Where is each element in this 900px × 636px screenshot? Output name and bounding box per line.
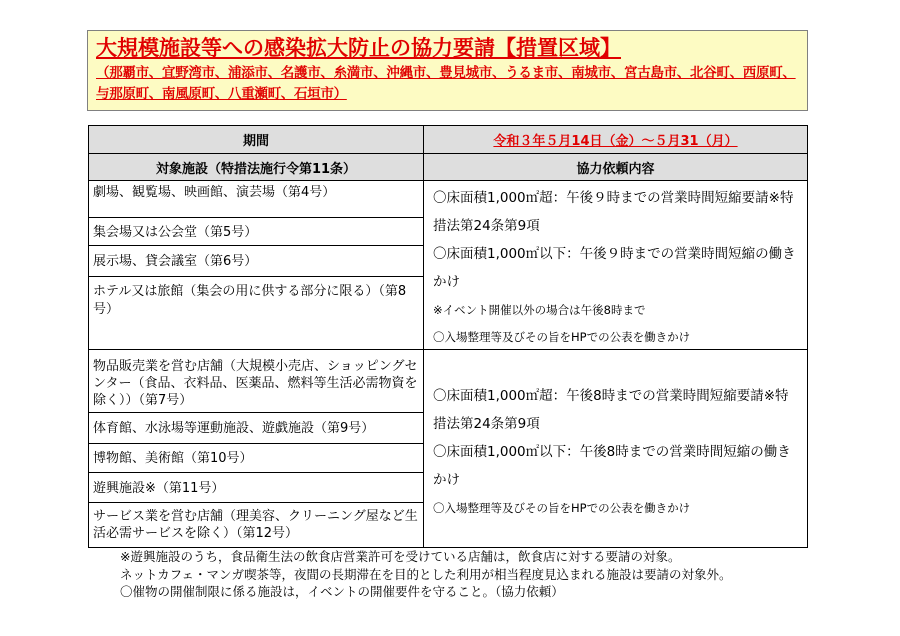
group-divider	[89, 349, 807, 350]
footnote-2: ネットカフェ・マンガ喫茶等，夜間の長期滞在を目的とした利用が相当程度見込まれる施設は要請の対象外。	[120, 566, 732, 582]
request-group-2	[424, 382, 807, 547]
footnotes	[120, 548, 732, 601]
row-divider	[89, 502, 423, 503]
facility-entertainment: 遊興施設※（第11号）	[93, 481, 225, 496]
row-divider	[89, 180, 807, 181]
footnote-3: 〇催物の開催制限に係る施設は，イベントの開催要件を守ること。（協力依頼）	[120, 584, 564, 599]
period-value: 令和３年５月14日（金）～５月31（月）	[493, 134, 738, 149]
facility-sports: 体育館、水泳場等運動施設、遊戯施設（第9号）	[93, 421, 375, 436]
row-divider	[89, 472, 423, 473]
page-title: 大規模施設等への感染拡大防止の協力要請【措置区域】	[96, 36, 621, 60]
row-divider	[89, 217, 423, 218]
facility-hotel: ホテル又は旅館（集会の用に供する部分に限る）（第8号）	[93, 284, 407, 317]
facility-header: 対象施設（特措法施行令第11条）	[89, 154, 423, 180]
row-divider	[89, 412, 423, 413]
target-areas: （那覇市、宜野湾市、浦添市、名護市、糸満市、沖縄市、豊見城市、うるま市、南城市、宮古島市、北谷町、西原町、与那原町、南風原町、八重瀬町、石垣市）	[96, 65, 796, 102]
request-table	[88, 125, 808, 548]
period-value-cell	[424, 126, 807, 153]
facility-theater: 劇場、観覧場、映画館、演芸場（第4号）	[93, 185, 336, 200]
request-1-event-note: ※イベント開催以外の場合は午後8時まで	[433, 303, 646, 317]
row-divider	[89, 276, 423, 277]
request-header: 協力依頼内容	[424, 154, 807, 180]
column-divider	[423, 126, 424, 547]
facility-retail: 物品販売業を営む店舗（大規模小売店、ショッピングセンター（食品、衣料品、医薬品、燃料等生活必需物資を除く））（第7号）	[93, 359, 418, 408]
request-group-1	[424, 184, 807, 349]
title-box	[87, 30, 808, 111]
request-1-admission: 〇入場整理等及びその旨をHPでの公表を働きかけ	[433, 330, 691, 344]
row-divider	[89, 245, 423, 246]
request-2-small-floor: 〇床面積1,000㎡以下：午後8時までの営業時間短縮の働きかけ	[433, 444, 791, 488]
facility-assembly-hall: 集会場又は公会堂（第5号）	[93, 225, 258, 240]
request-2-admission: 〇入場整理等及びその旨をHPでの公表を働きかけ	[433, 501, 691, 515]
footnote-1: ※遊興施設のうち，食品衛生法の飲食店営業許可を受けている店舗は，飲食店に対する要請の対象。	[120, 549, 681, 564]
row-divider	[89, 153, 807, 154]
request-2-large-floor: 〇床面積1,000㎡超：午後8時までの営業時間短縮要請※特措法第24条第9項	[433, 388, 789, 432]
request-1-large-floor: 〇床面積1,000㎡超：午後９時までの営業時間短縮要請※特措法第24条第9項	[433, 190, 794, 234]
request-1-small-floor: 〇床面積1,000㎡以下：午後９時までの営業時間短縮の働きかけ	[433, 246, 796, 290]
facility-exhibition: 展示場、貸会議室（第6号）	[93, 254, 258, 269]
period-label: 期間	[89, 126, 423, 153]
facility-museum: 博物館、美術館（第10号）	[93, 451, 253, 466]
facility-services: サービス業を営む店舗（理美容、クリーニング屋など生活必需サービスを除く）（第12号）	[93, 509, 418, 541]
row-divider	[89, 443, 423, 444]
